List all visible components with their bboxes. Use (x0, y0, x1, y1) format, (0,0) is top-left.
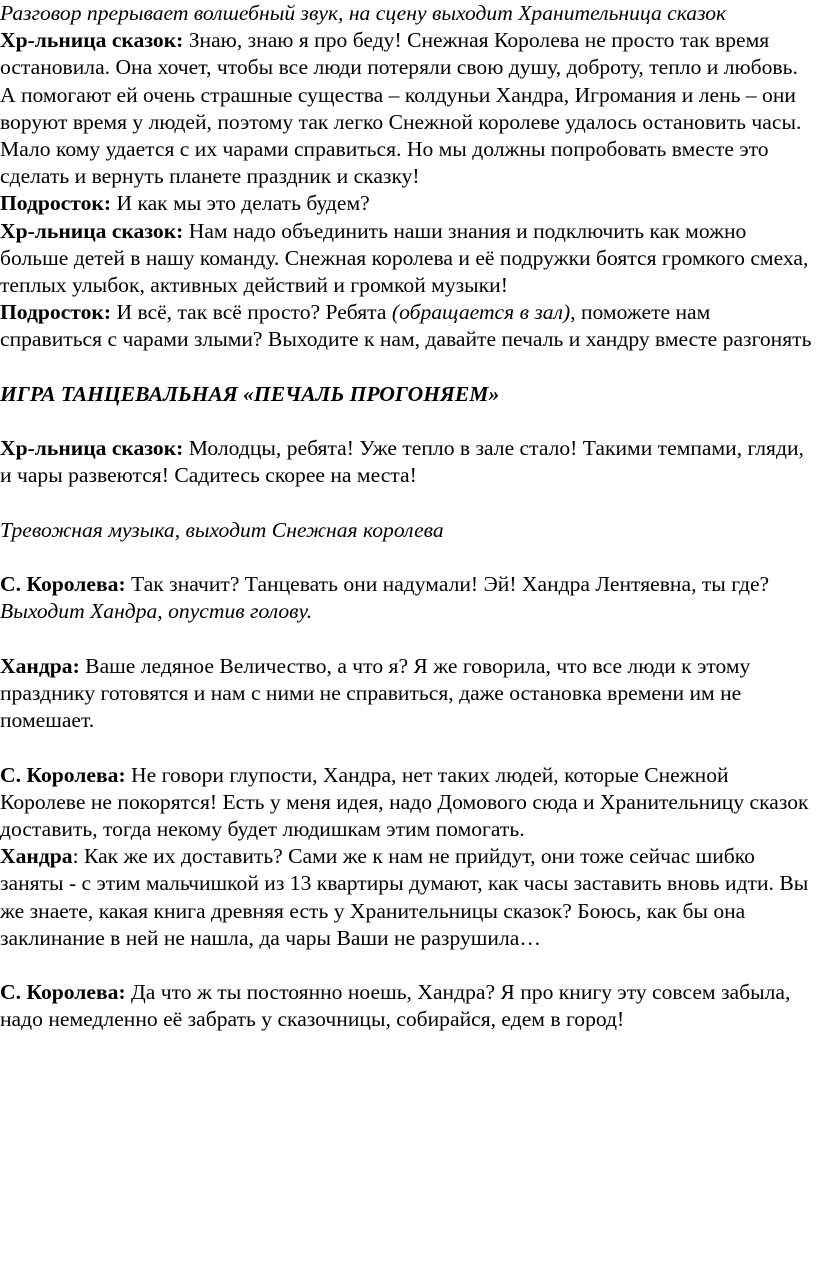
blank-line (0, 734, 816, 761)
blank-line (0, 952, 816, 979)
dialogue-khandra-1 (0, 653, 816, 735)
dialogue-keeper-3 (0, 435, 816, 489)
dialogue-text: : Как же их доставить? Сами же к нам не прийдут, они тоже сейчас шибко заняты - с этим мальчишкой из 13 квартиры думают, как часы заставить вновь идти. Вы же знаете, какая книга древняя есть у Хранительницы сказок? Боюсь, как бы она заклинание в ней не нашла, да чары Ваши не разрушила… (0, 844, 809, 950)
dialogue-text: , поможете нам справиться с чарами злыми? Выходите к нам, давайте печаль и хандру вместе разгонять (0, 300, 812, 352)
blank-line (0, 354, 816, 381)
dialogue-text: Знаю, знаю я про беду! Снежная Королева не просто так время остановила. Она хочет, чтобы все люди потеряли свою душу, доброту, тепло и любовь. А помогают ей очень страшные существа – колдуньи Хандра, Игромания и лень – они воруют время у людей, поэтому так легко Снежной королеве удалось остановить часы. Мало кому удается с их чарами справиться. Но мы должны попробовать вместе это сделать и вернуть планете праздник и сказку! (0, 28, 802, 189)
dialogue-keeper-1 (0, 27, 816, 190)
dialogue-text: Нам надо объединить наши знания и подключить как можно больше детей в нашу команду. Снежная королева и её подружки боятся громкого смеха, теплых улыбок, активных действий и громкой музыки! (0, 218, 809, 298)
speaker-label: Хандра (0, 844, 73, 869)
dialogue-text: Не говори глупости, Хандра, нет таких людей, которые Снежной Королеве не покорятся! Есть у меня идея, надо Домового сюда и Хранительницу сказок доставить, тогда некому будет людишкам этим помогать. (0, 762, 809, 841)
dialogue-text: Ваше ледяное Величество, а что я? Я же говорила, что все люди к этому празднику готовятся и нам с ними не справиться, даже остановка времени им не помешает. (0, 653, 751, 733)
speaker-label: С. Королева: (0, 762, 126, 787)
speaker-label: Хр-льница сказок: (0, 436, 184, 461)
speaker-label: Хандра: (0, 653, 80, 678)
dialogue-queen-1 (0, 571, 816, 598)
dialogue-queen-3 (0, 979, 816, 1033)
dialogue-khandra-2 (0, 843, 816, 952)
speaker-label: Подросток: (0, 300, 112, 325)
blank-line (0, 626, 816, 653)
speaker-label: Хр-льница сказок: (0, 218, 184, 243)
blank-line (0, 408, 816, 435)
dialogue-text: И как мы это делать будем? (111, 191, 370, 216)
dialogue-teen-2 (0, 299, 816, 353)
speaker-label: Хр-льница сказок: (0, 28, 184, 53)
blank-line (0, 544, 816, 571)
speaker-label: Подросток: (0, 191, 112, 216)
speaker-label: С. Королева: (0, 572, 126, 597)
dialogue-text: Так значит? Танцевать они надумали! Эй! Хандра Лентяевна, ты где? (125, 572, 770, 597)
dialogue-text: Да что ж ты постоянно ноешь, Хандра? Я про книгу эту совсем забыла, надо немедленно её забрать у сказочницы, собирайся, едем в город! (0, 980, 791, 1032)
stage-direction-queen-enters: Тревожная музыка, выходит Снежная королева (0, 517, 444, 542)
dialogue-keeper-2 (0, 218, 816, 300)
dialogue-teen-1 (0, 190, 816, 217)
inline-stage-direction: (обращается в зал) (391, 300, 571, 325)
speaker-label: С. Королева: (0, 980, 126, 1005)
dialogue-text: Молодцы, ребята! Уже тепло в зале стало! Такими темпами, гляди, и чары развеются! Садитесь скорее на места! (0, 436, 804, 488)
stage-direction-khandra-enters: Выходит Хандра, опустив голову. (0, 599, 313, 624)
game-heading: ИГРА ТАНЦЕВАЛЬНАЯ «ПЕЧАЛЬ ПРОГОНЯЕМ» (0, 381, 500, 406)
blank-line (0, 490, 816, 517)
dialogue-queen-2 (0, 762, 816, 844)
dialogue-text: И всё, так всё просто? Ребята (111, 300, 392, 325)
stage-direction-entrance: Разговор прерывает волшебный звук, на сцену выходит Хранительница сказок (0, 1, 727, 25)
